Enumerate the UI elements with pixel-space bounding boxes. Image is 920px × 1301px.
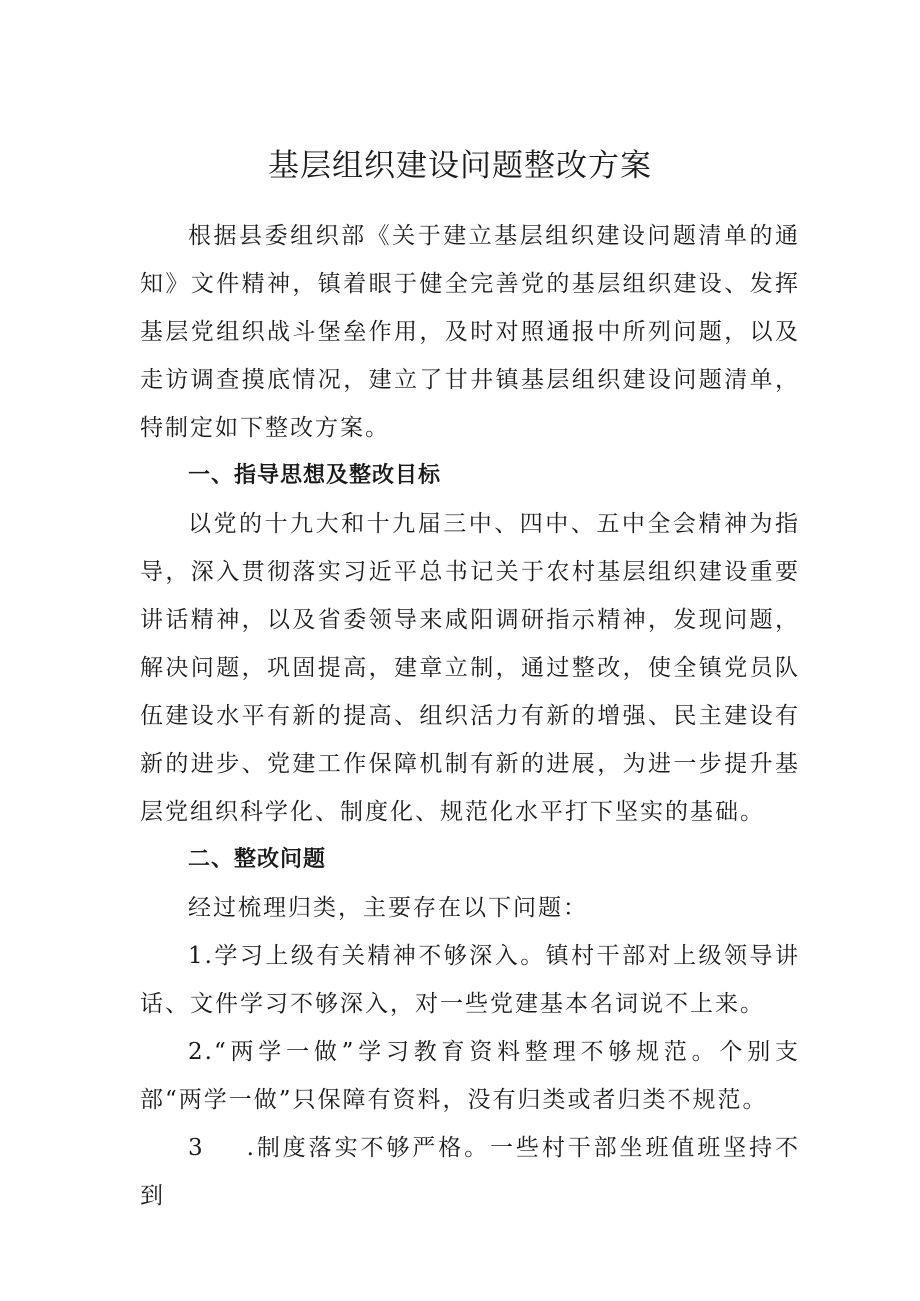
intro-paragraph: 根据县委组织部《关于建立基层组织建设问题清单的通知》文件精神，镇着眼于健全完善党的基层组织建设、发挥基层党组织战斗堡垒作用，及时对照通报中所列问题，以及走访调查摸底情况，建立了甘井镇基层组织建设问题清单，特制定如下整改方案。	[140, 223, 800, 441]
section-heading-rectification-issues: 二、整改问题	[188, 847, 327, 872]
issue-item-1	[140, 932, 800, 1028]
issue-number: 3	[188, 1135, 205, 1161]
section-heading-guiding-ideology: 一、指导思想及整改目标	[188, 463, 442, 488]
issue-number: 1.	[188, 943, 214, 969]
issue-item-3	[140, 1124, 800, 1220]
issues-lead-paragraph: 经过梳理归类，主要存在以下问题：	[188, 895, 588, 921]
issue-text: “两学一做”学习教育资料整理不够规范。个别支部“两学一做”只保障有资料，没有归类或者归类不规范。	[140, 1039, 800, 1113]
issue-item-2	[140, 1028, 800, 1124]
document-title: 基层组织建设问题整改方案	[268, 148, 652, 184]
issue-text: 学习上级有关精神不够深入。镇村干部对上级领导讲话、文件学习不够深入，对一些党建基本名词说不上来。	[140, 943, 800, 1017]
document-body	[140, 212, 800, 1220]
issue-text: .制度落实不够严格。一些村干部坐班值班坚持不到	[140, 1135, 800, 1209]
guiding-ideology-paragraph: 以党的十九大和十九届三中、四中、五中全会精神为指导，深入贯彻落实习近平总书记关于农村基层组织建设重要讲话精神，以及省委领导来咸阳调研指示精神，发现问题，解决问题，巩固提高，建章立制，通过整改，使全镇党员队伍建设水平有新的提高、组织活力有新的增强、民主建设有新的进步、党建工作保障机制有新的进展，为进一步提升基层党组织科学化、制度化、规范化水平打下坚实的基础。	[140, 511, 800, 825]
issue-number: 2.	[188, 1039, 214, 1065]
